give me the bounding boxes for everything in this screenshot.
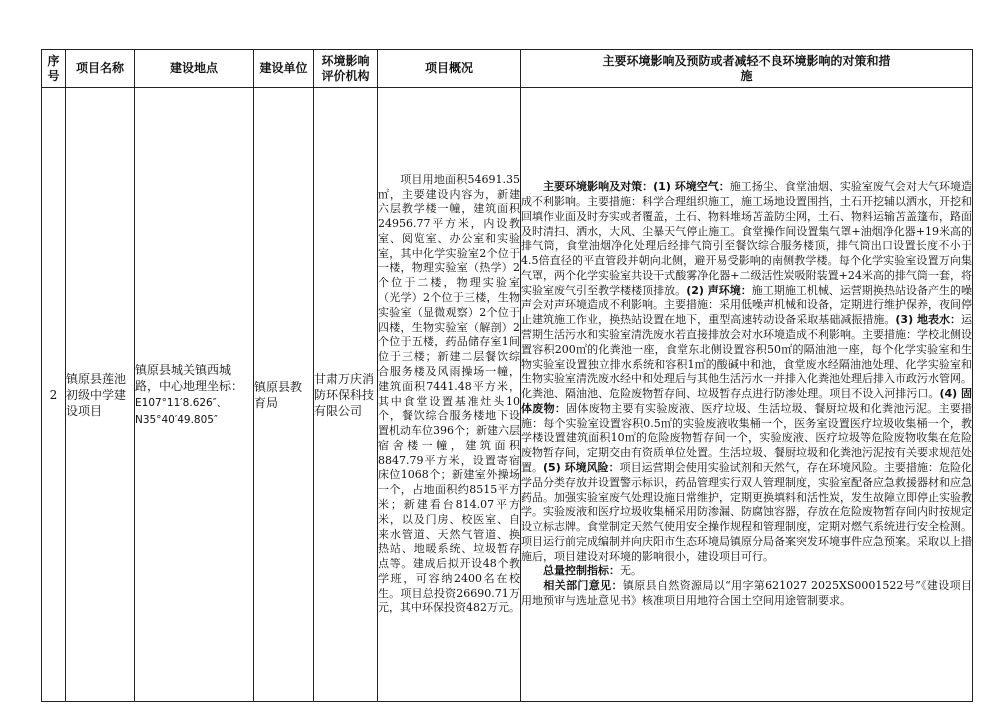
header-overview: 项目概况 (378, 50, 521, 88)
table-header-row (42, 50, 973, 88)
header-impacts: 主要环境影响及预防或者减轻不良环境影响的对策和措施 (521, 50, 973, 88)
impact-water-text: 运营期生活污水和实验室清洗废水若直接排放会对水环境造成不利影响。主要措施：学校北侧设置容积200㎡的化粪池一座，食堂东北侧设置容积50㎡的隔油池一座，每个化学实验室和生物实验室设置独立排水系统和容积1㎡的酸碱中和池，食堂废水经隔油池处理、化学实验室和生物实验室清洗废水经中和处理后与其他生活污水一并排入化粪池处理后排入市政污水管网。化粪池、隔油池、危险废物暂存间、垃圾暂存点进行防渗处理。项目不设入河排污口。 (521, 313, 973, 401)
row-evaluator: 甘肃万庆消防环保科技有限公司 (314, 88, 378, 702)
total-control-heading: 总量控制指标： (543, 564, 620, 578)
impact-air-text: 施工扬尘、食堂油烟、实验室废气会对大气环境造成不利影响。主要措施：科学合理组织施工，施工场地设置围挡，土石开挖辅以洒水，开挖和回填作业面及时夯实或者覆盖，土石、物料堆场苫盖防尘网，土石、物料运输苫盖篷布，路面及时清扫、洒水，大风、尘暴天气停止施工。食堂操作间设置集气罩+油烟净化器+19米高的排气筒，食堂油烟净化处理后经排气筒引至餐饮综合服务楼顶，排气筒出口设置长度不小于4.5倍直径的平直管段并朝向北侧，避开易受影响的南侧教学楼。每个化学实验室设置万向集气罩，两个化学实验室共设干式酸雾净化器+二级活性炭吸附装置+24米高的排气筒一套，将实验室废气引至教学楼楼顶排放。 (521, 180, 972, 297)
impact-risk-text: 项目运营期会使用实验试剂和天然气，存在环境风险。主要措施：危险化学品分类存放并设置警示标识，药品管理实行双人管理制度，实验室配备应急救援器材和应急药品。加强实验室废气处理设施日常维护，定期更换填料和活性炭，发生故障立即停止实验教学。实验废液和医疗垃圾收集桶采用防渗漏、防腐蚀容器，存放在危险废物暂存间内时按规定设立标志牌。食堂制定天然气使用安全操作规程和管理制度，定期对燃气系统进行安全检测。项目运行前完成编制并向庆阳市生态环境局镇原分局备案突发环境事件应急预案。采取以上措施后，项目建设对环境的影响很小，建设项目可行。 (521, 461, 972, 563)
impact-waste-heading: (4) 固体废物： (521, 387, 973, 415)
row-impacts (521, 88, 973, 702)
total-control-text: 无。 (620, 564, 642, 578)
location-coord-e: E107°11′8.626″、 (135, 396, 228, 409)
row-project-name: 镇原县莲池初级中学建设项目 (66, 88, 135, 702)
header-evaluator: 环境影响评价机构 (314, 50, 378, 88)
impact-noise-heading: (2) 声环境： (686, 283, 752, 297)
row-location (135, 88, 254, 702)
header-seq: 序号 (42, 50, 66, 88)
dept-opinion-text: 镇原县自然资源局以“用字第621027 2025XS0001522号”《建设项目用地预审与选址意见书》核准项目用地符合国土空间用途管制要求。 (521, 579, 972, 608)
location-coord-n: N35°40′49.805″ (135, 413, 218, 426)
impact-air-heading: (1) 环境空气： (653, 180, 730, 194)
row-seq: 2 (42, 88, 66, 702)
header-location: 建设地点 (135, 50, 254, 88)
overview-text: 项目用地面积54691.35㎡，主要建设内容为，新建六层教学楼一幢，建筑面积24956.77平方米，内设教室、阅览室、办公室和实验室，其中化学实验室2个位于一楼，物理实验室（热学）2个位于二楼，物理实验室（光学）2个位于三楼，生物实验室（显微观察）2个位于四楼，生物实验室（解剖）2个位于五楼，药品储存室1间位于三楼；新建二层餐饮综合服务楼及风雨操场一幢，建筑面积7441.48平方米，其中食堂设置基准灶头10个，餐饮综合服务楼地下设置机动车位396个；新建六层宿舍楼一幢，建筑面积8847.79平方米，设置寄宿床位1068个；新建室外操场一个，占地面积约8515平方米；新建看台814.07平方米，以及门房、校医室、自来水管道、天然气管道、换热站、地暖系统、垃圾暂存点等。建成后拟开设48个教学班，可容纳2400名在校生。项目总投资26690.71万元，其中环保投资482万元。 (378, 172, 520, 615)
header-project-name: 项目名称 (66, 50, 135, 88)
impact-noise-text: 施工期施工机械、运营期换热站设备产生的噪声会对声环境造成不利影响。主要措施：采用低噪声机械和设备，定期进行维护保养，夜间停止建筑施工作业，换热站设置在地下，重型高速转动设备采取基础减振措施。 (521, 283, 973, 327)
row-overview (378, 88, 521, 702)
location-text: 镇原县城关镇西城路，中心地理坐标： (135, 362, 244, 393)
project-table (41, 49, 973, 702)
impact-water-heading: (3) 地表水： (895, 313, 962, 327)
header-unit: 建设单位 (254, 50, 314, 88)
row-unit: 镇原县教育局 (254, 88, 314, 702)
impacts-lead: 主要环境影响及对策： (543, 180, 654, 194)
impact-risk-heading: (5) 环境风险： (543, 461, 620, 475)
table-row (42, 88, 973, 702)
dept-opinion-heading: 相关部门意见： (543, 579, 623, 593)
impact-waste-text: 固体废物主要有实验废液、医疗垃圾、生活垃圾、餐厨垃圾和化粪池污泥。主要措施：每个实验室设置容积0.5㎡的实验废液收集桶一个，医务室设置医疗垃圾收集桶一个，教学楼设置建筑面积10㎡的危险废物暂存间一个，实验废液、医疗垃圾等危险废物收集在危险废物暂存间，定期交由有资质单位处置。生活垃圾、餐厨垃圾和化粪池污泥按有关要求规范处置。 (521, 401, 973, 475)
